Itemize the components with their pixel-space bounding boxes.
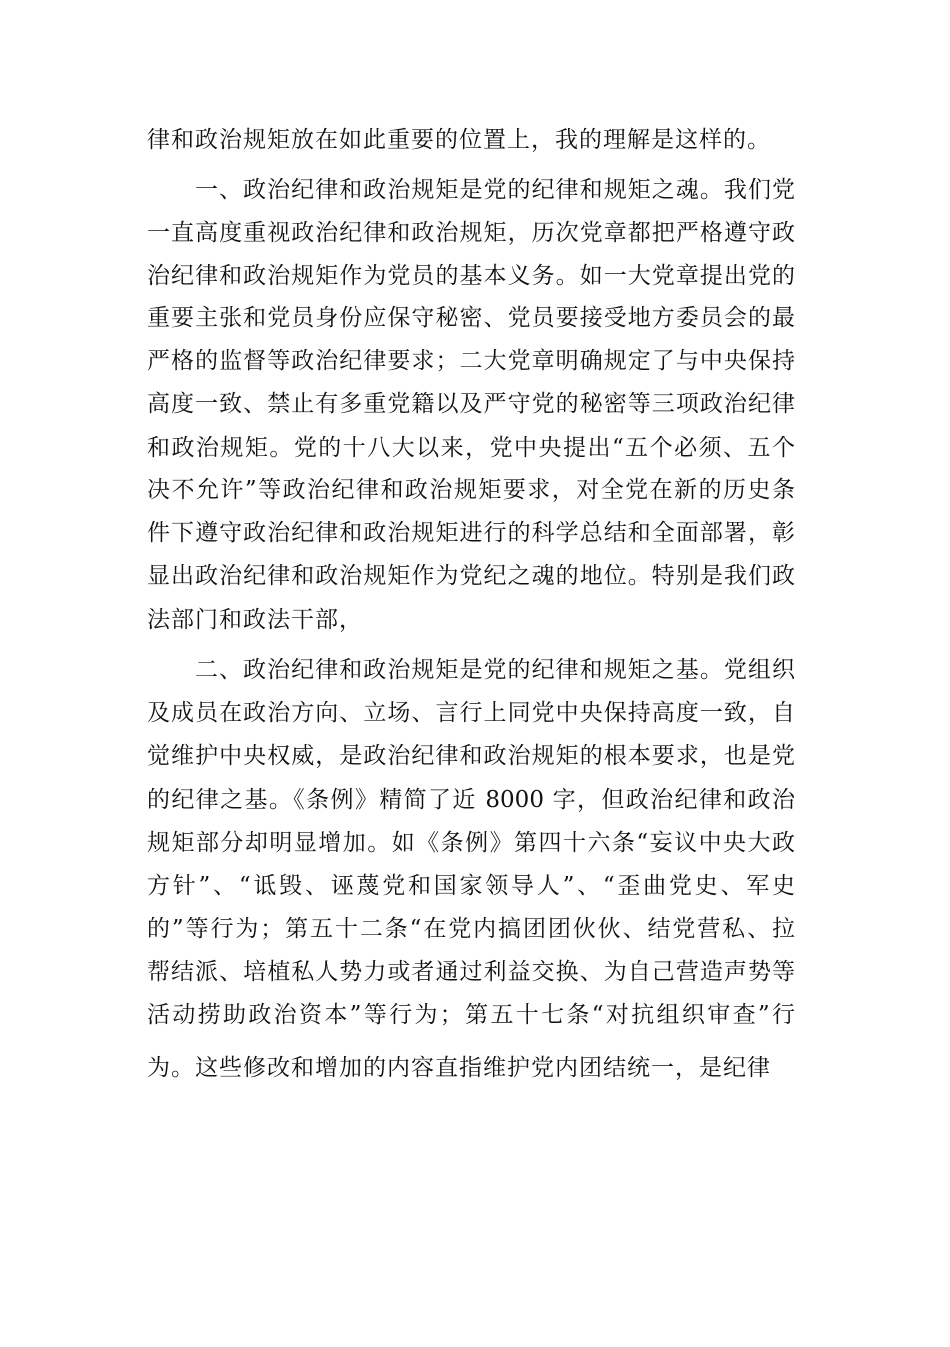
- text-line: 律和政治规矩放在如此重要的位置上，我的理解是这样的。: [147, 127, 771, 153]
- text-line: 件下遵守政治纪律和政治规矩进行的科学总结和全面部署，彰: [147, 520, 795, 546]
- text-line: 和政治规矩。党的十八大以来，党中央提出“五个必须、五个: [147, 435, 795, 461]
- text-line: 法部门和政法干部，: [147, 607, 363, 633]
- text-line: 一直高度重视政治纪律和政治规矩，历次党章都把严格遵守政: [147, 220, 795, 246]
- text-line: 及成员在政治方向、立场、言行上同党中央保持高度一致，自: [147, 700, 795, 726]
- text-line: 严格的监督等政治纪律要求；二大党章明确规定了与中央保持: [147, 348, 795, 374]
- text-line: 方针”、“诋毁、诬蔑党和国家领导人”、“歪曲党史、军史: [147, 873, 795, 899]
- text-line: 帮结派、培植私人势力或者通过利益交换、为自己营造声势等: [147, 959, 795, 985]
- text-line: 的纪律之基。《条例》精简了近 8000 字，但政治纪律和政治: [147, 787, 795, 813]
- text-line: 治纪律和政治规矩作为党员的基本义务。如一大党章提出党的: [147, 263, 795, 289]
- text-line: 高度一致、禁止有多重党籍以及严守党的秘密等三项政治纪律: [147, 391, 795, 417]
- text-line: 重要主张和党员身份应保守秘密、党员要接受地方委员会的最: [147, 305, 795, 331]
- text-line: 决不允许”等政治纪律和政治规矩要求，对全党在新的历史条: [147, 477, 795, 503]
- text-line: 规矩部分却明显增加。如《条例》第四十六条“妄议中央大政: [147, 830, 795, 856]
- text-line: 觉维护中央权威，是政治纪律和政治规矩的根本要求，也是党: [147, 743, 795, 769]
- text-line: 活动捞助政治资本”等行为；第五十七条“对抗组织审查”行: [147, 1002, 795, 1028]
- text-line: 的”等行为；第五十二条“在党内搞团团伙伙、结党营私、拉: [147, 916, 795, 942]
- text-line: 一、政治纪律和政治规矩是党的纪律和规矩之魂。我们党: [195, 177, 795, 203]
- text-line: 为。这些修改和增加的内容直指维护党内团结统一，是纪律: [147, 1055, 771, 1081]
- text-line: 二、政治纪律和政治规矩是党的纪律和规矩之基。党组织: [195, 657, 795, 683]
- text-line: 显出政治纪律和政治规矩作为党纪之魂的地位。特别是我们政: [147, 563, 795, 589]
